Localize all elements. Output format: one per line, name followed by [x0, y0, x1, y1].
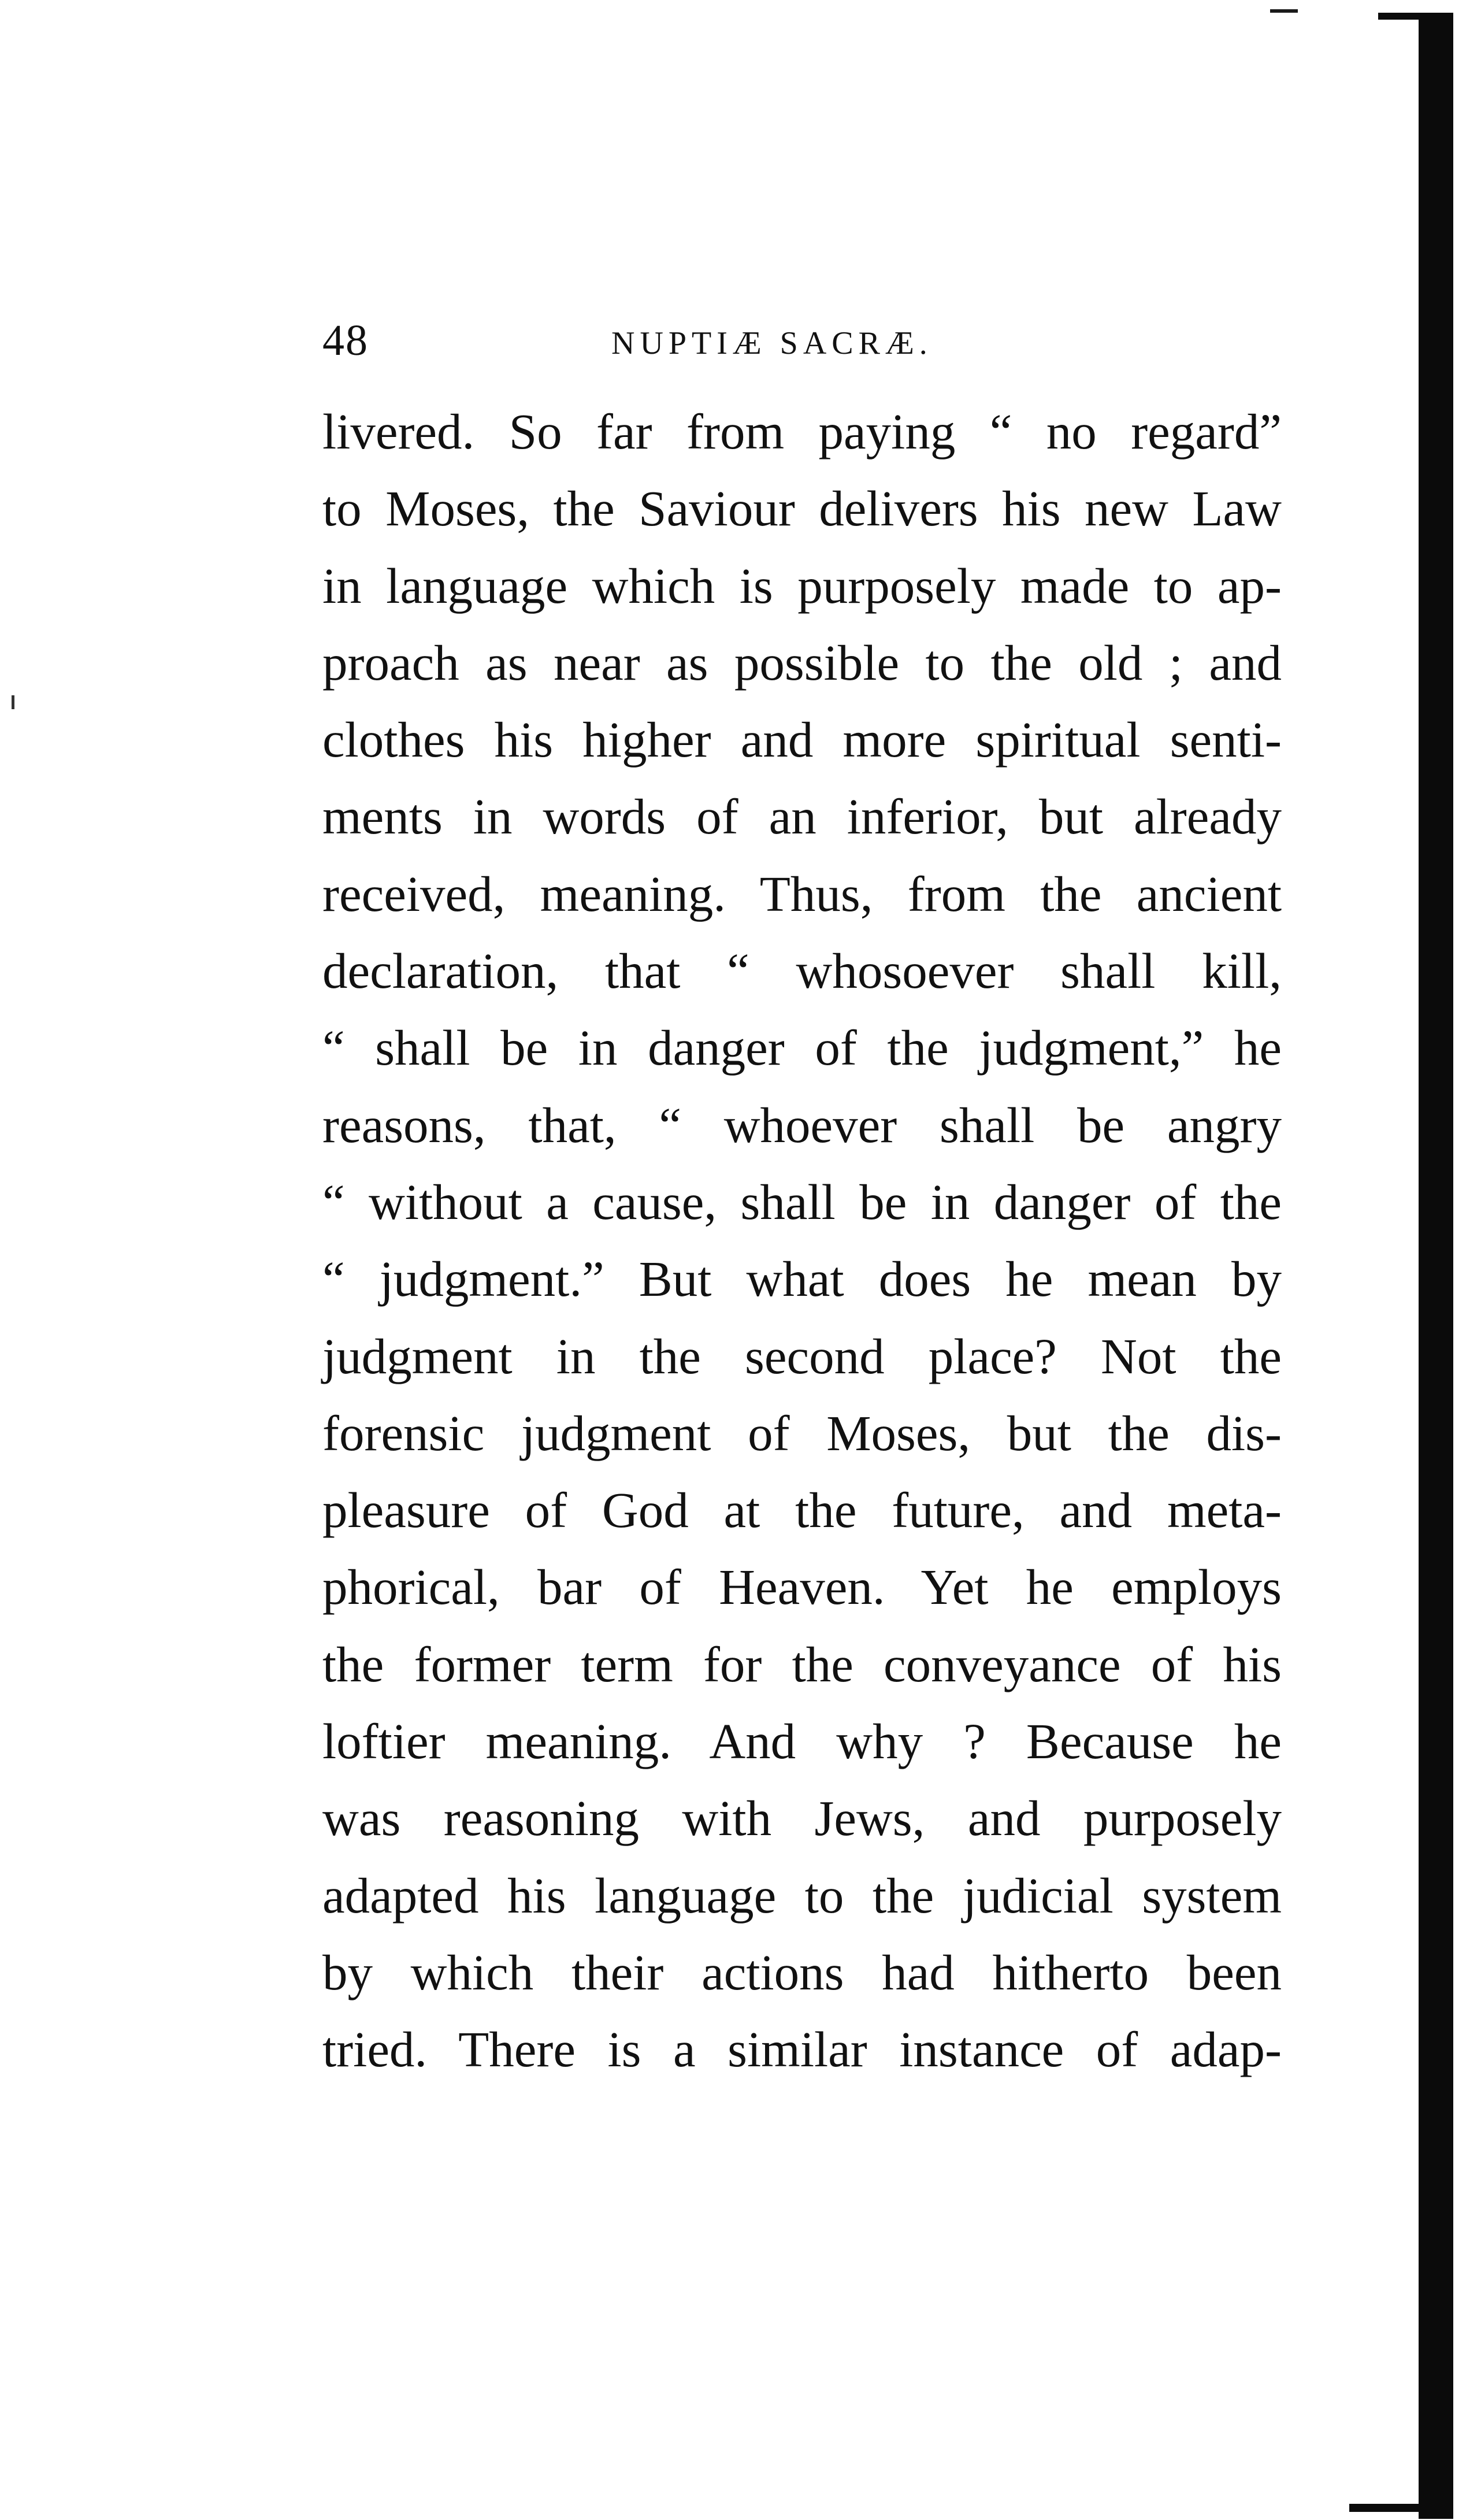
running-head: NUPTIÆ SACRÆ.: [611, 325, 933, 361]
text-line: “ judgment.” But what does he mean by: [322, 1251, 1282, 1307]
binding-edge: [1419, 16, 1453, 2519]
text-line: loftier meaning. And why ? Because he: [322, 1713, 1282, 1770]
text-line: reasons, that, “ whoever shall be angry: [322, 1096, 1282, 1153]
text-line: judgment in the second place? Not the: [322, 1328, 1282, 1384]
scan-mark: [1270, 9, 1298, 13]
text-line: declaration, that “ whosoever shall kill,: [322, 943, 1282, 999]
body-text: [322, 393, 1282, 2088]
text-line: was reasoning with Jews, and purposely: [322, 1790, 1282, 1847]
text-line: “ shall be in danger of the judgment,” he: [322, 1020, 1282, 1076]
text-line: livered. So far from paying “ no regard”: [322, 403, 1282, 459]
page-header: [322, 305, 1282, 369]
text-line: ments in words of an inferior, but already: [322, 788, 1282, 845]
text-line: “ without a cause, shall be in danger of the: [322, 1173, 1282, 1230]
text-line: clothes his higher and more spiritual senti-: [322, 711, 1282, 768]
text-line: the former term for the conveyance of his: [322, 1636, 1282, 1692]
text-line: to Moses, the Saviour delivers his new Law: [322, 480, 1282, 537]
margin-mark: [12, 695, 14, 709]
text-line: pleasure of God at the future, and meta-: [322, 1482, 1282, 1539]
text-line: tried. There is a similar instance of adap-: [322, 2021, 1282, 2078]
text-line: by which their actions had hitherto been: [322, 1944, 1282, 2000]
text-line: adapted his language to the judicial system: [322, 1867, 1282, 1924]
text-line: phorical, bar of Heaven. Yet he employs: [322, 1559, 1282, 1615]
text-line: received, meaning. Thus, from the ancient: [322, 865, 1282, 922]
text-line: proach as near as possible to the old ; and: [322, 634, 1282, 691]
binding-edge-bottom: [1349, 2504, 1453, 2512]
text-line: forensic judgment of Moses, but the dis-: [322, 1404, 1282, 1461]
page-number: 48: [322, 316, 369, 365]
text-line: in language which is purposely made to ap-: [322, 557, 1282, 614]
